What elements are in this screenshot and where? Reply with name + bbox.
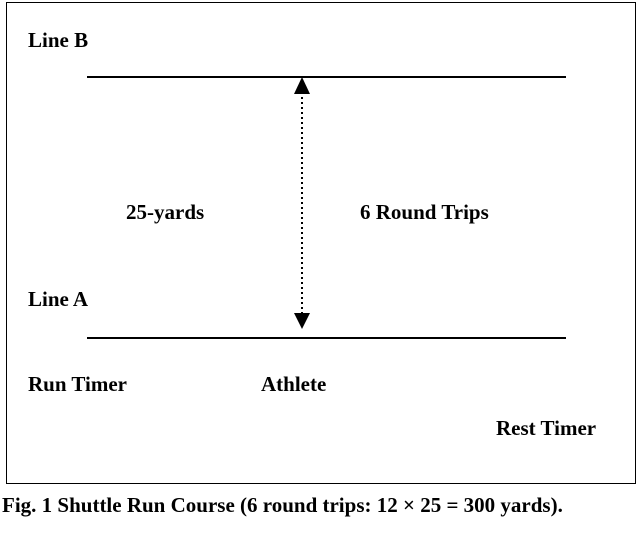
- line-b-label: Line B: [28, 28, 89, 52]
- athlete-label: Athlete: [261, 372, 327, 396]
- double-headed-arrow-icon: [294, 77, 310, 329]
- distance-label: 25-yards: [126, 200, 205, 224]
- arrow-head-up: [294, 77, 310, 94]
- line-a-label: Line A: [28, 287, 89, 311]
- run-timer-label: Run Timer: [28, 372, 127, 396]
- figure-caption: Fig. 1 Shuttle Run Course (6 round trips: 12 × 25 = 300 yards).: [2, 493, 563, 517]
- rest-timer-label: Rest Timer: [496, 416, 597, 440]
- round-trips-label: 6 Round Trips: [360, 200, 489, 224]
- arrow-head-down: [294, 313, 310, 329]
